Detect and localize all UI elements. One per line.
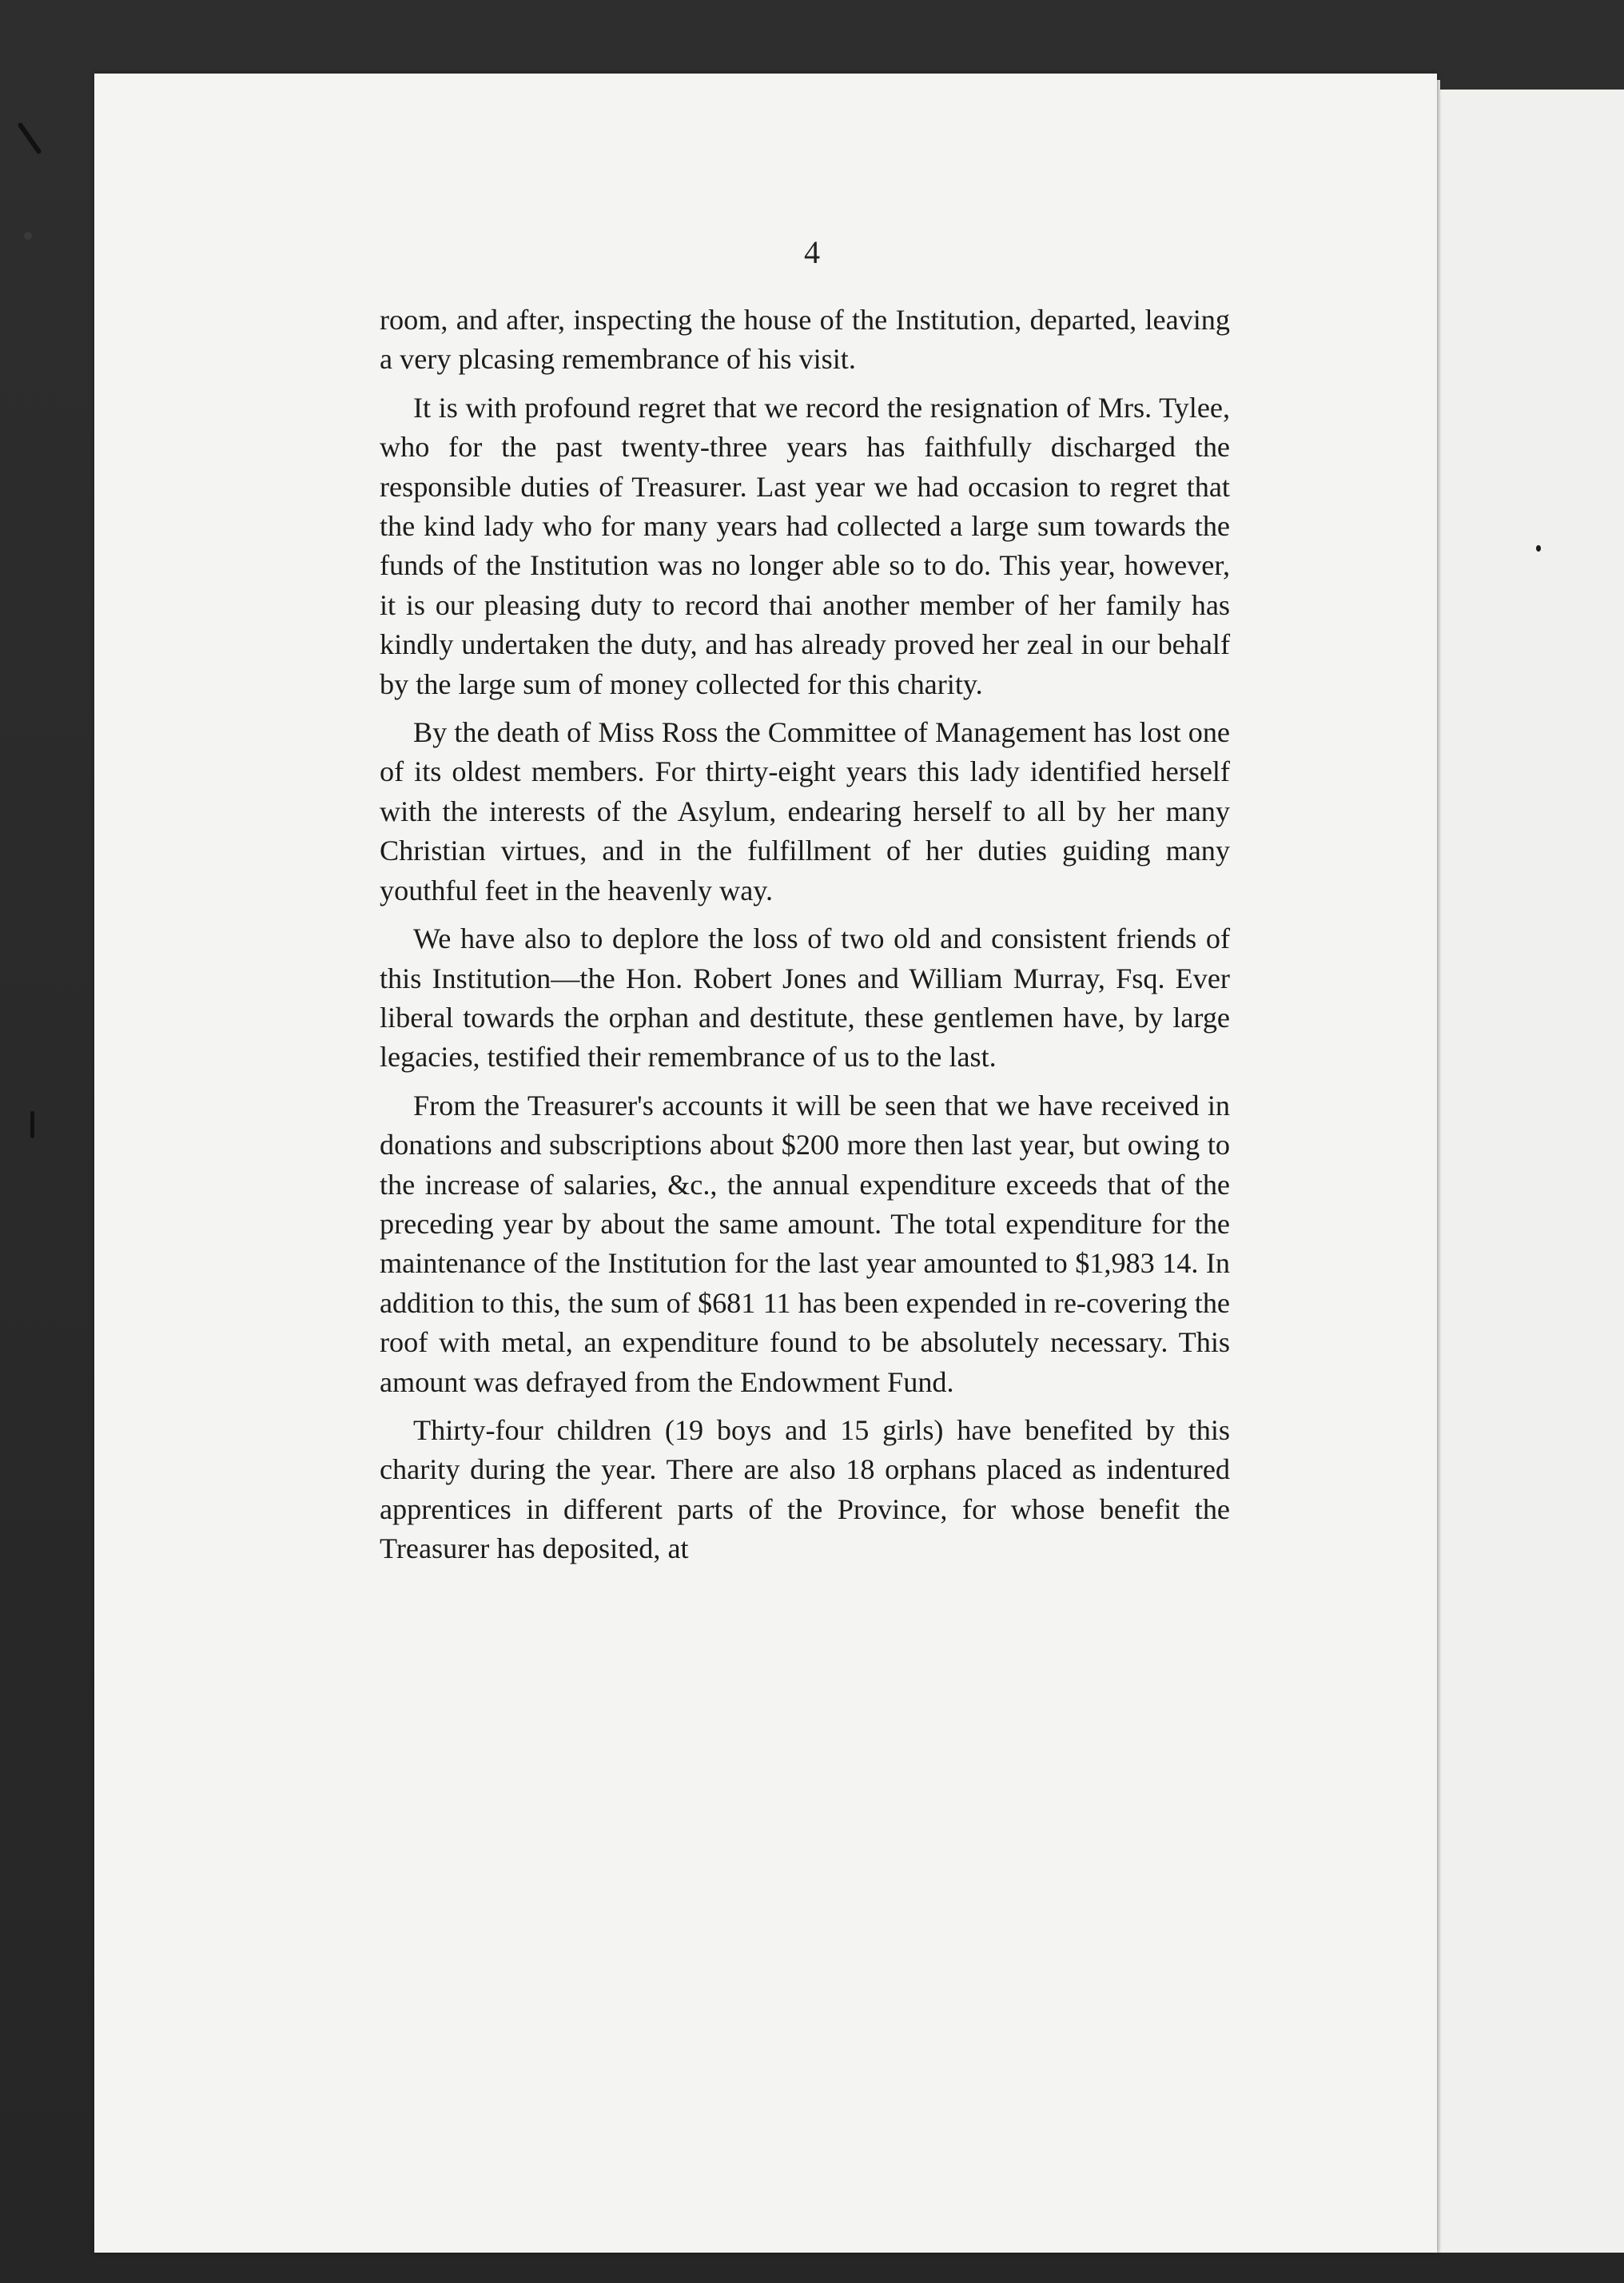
paragraph: Thirty-four children (19 boys and 15 girls) have benefited by this charity during the year. There are also 18 orphans placed as indentured apprentices in different parts of the Province, for whose benefit the Treasurer has deposited, at	[380, 1413, 1230, 1565]
dust-speck	[1536, 545, 1541, 552]
body-text	[380, 301, 1230, 1578]
page-number: 4	[804, 234, 820, 270]
paragraph: room, and after, inspecting the house of the Institution, departed, leaving a very plcasing remembrance of his visit.	[380, 304, 1230, 376]
paragraph: By the death of Miss Ross the Committee of Management has lost one of its oldest members. For thirty-eight years this lady identified herself with the interests of the Asylum, endearing herself to all by her many Christian virtues, and in the fulfillment of her duties guiding many youthful feet in the heavenly way.	[380, 716, 1230, 906]
paragraph: It is with profound regret that we record the resignation of Mrs. Tylee, who for the past twenty-three years has faithfully discharged the responsible duties of Treasurer. Last year we had occasion to regret that the kind lady who for many years had collected a large sum towards the funds of the Institution was no longer able so to do. This year, however, it is our pleasing duty to record thai another member of her family has kindly undertaken the duty, and has already proved her zeal in our behalf by the large sum of money collected for this charity.	[380, 391, 1230, 700]
adjacent-page-edge	[1440, 90, 1624, 2253]
dust-speck	[30, 1111, 34, 1138]
paragraph: We have also to deplore the loss of two old and consistent friends of this Institution—the Hon. Robert Jones and William Murray, Fsq. Ever liberal towards the orphan and destitute, these gentlemen have, by large legacies, testified their remembrance of us to the last.	[380, 922, 1230, 1074]
paragraph: From the Treasurer's accounts it will be seen that we have received in donations and subscriptions about $200 more then last year, but owing to the increase of salaries, &c., the annual expenditure exceeds that of the preceding year by about the same amount. The total expenditure for the maintenance of the Institution for the last year amounted to $1,983 14. In addition to this, the sum of $681 11 has been expended in re-covering the roof with metal, an expenditure found to be absolutely necessary. This amount was defrayed from the Endowment Fund.	[380, 1089, 1230, 1398]
